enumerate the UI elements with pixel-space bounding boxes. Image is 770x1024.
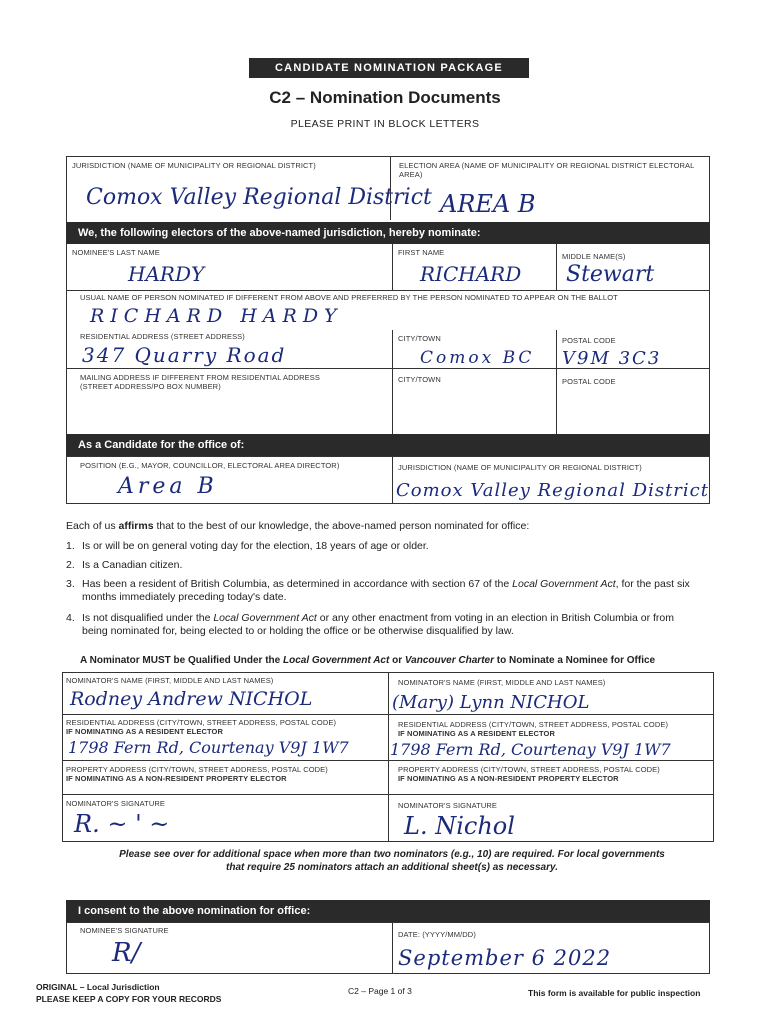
nominator-2-name-label: NOMINATOR'S NAME (FIRST, MIDDLE AND LAST NAMES) <box>398 678 606 687</box>
office-jurisdiction-label: JURISDICTION (NAME OF MUNICIPALITY OR REGIONAL DISTRICT) <box>398 463 642 472</box>
postal-code-label: POSTAL CODE <box>562 336 616 345</box>
nominee-signature-label: NOMINEE'S SIGNATURE <box>80 926 169 935</box>
city-value[interactable]: Comox BC <box>420 348 535 368</box>
first-name-value[interactable]: RICHARD <box>420 262 522 286</box>
nominator-1-residential-sub: IF NOMINATING AS A RESIDENT ELECTOR <box>66 727 223 736</box>
nominator-1-name[interactable]: Rodney Andrew NICHOL <box>70 688 313 710</box>
footer-public-inspection: This form is available for public inspection <box>528 988 701 998</box>
nominator-1-property-label: PROPERTY ADDRESS (CITY/TOWN, STREET ADDRESS, POSTAL CODE) <box>66 765 328 774</box>
last-name-label: NOMINEE'S LAST NAME <box>72 248 160 257</box>
last-name-value[interactable]: HARDY <box>128 262 205 286</box>
postal-code-value[interactable]: V9M 3C3 <box>562 348 662 369</box>
footer-page-number: C2 – Page 1 of 3 <box>348 986 412 996</box>
jurisdiction-label: JURISDICTION (NAME OF MUNICIPALITY OR REGIONAL DISTRICT) <box>72 161 316 170</box>
page-title: C2 – Nomination Documents <box>269 88 501 107</box>
mailing-city-label: CITY/TOWN <box>398 375 441 384</box>
nominator-1-signature[interactable]: R. ~ ' ~ <box>74 810 170 838</box>
header-banner: CANDIDATE NOMINATION PACKAGE <box>249 58 529 78</box>
affirm-item-1: 1. Is or will be on general voting day for the election, 18 years of age or older. <box>66 540 429 552</box>
residential-address-label: RESIDENTIAL ADDRESS (STREET ADDRESS) <box>80 332 245 341</box>
nominator-2-address[interactable]: 1798 Fern Rd, Courtenay V9J 1W7 <box>390 740 671 759</box>
nominator-2-property-label: PROPERTY ADDRESS (CITY/TOWN, STREET ADDRESS, POSTAL CODE) <box>398 765 660 774</box>
nominator-2-residential-sub: IF NOMINATING AS A RESIDENT ELECTOR <box>398 729 555 738</box>
election-area-value[interactable]: AREA B <box>440 190 536 218</box>
city-label: CITY/TOWN <box>398 334 441 343</box>
footer-original: ORIGINAL – Local Jurisdiction <box>36 982 160 992</box>
mailing-address-sub-label: (STREET ADDRESS/PO BOX NUMBER) <box>80 382 221 391</box>
nominee-signature[interactable]: R/ <box>112 938 141 968</box>
nominator-2-property-sub: IF NOMINATING AS A NON-RESIDENT PROPERTY ELECTOR <box>398 774 619 783</box>
residential-address-value[interactable]: 347 Quarry Road <box>82 343 287 367</box>
consent-bar: I consent to the above nomination for office: <box>66 900 710 922</box>
position-value[interactable]: Area B <box>118 474 218 499</box>
electors-bar: We, the following electors of the above-named jurisdiction, hereby nominate: <box>66 222 710 244</box>
date-value[interactable]: September 6 2022 <box>398 946 612 970</box>
first-name-label: FIRST NAME <box>398 248 445 257</box>
nominator-2-signature[interactable]: L. Nichol <box>404 812 515 840</box>
nominator-1-signature-label: NOMINATOR'S SIGNATURE <box>66 799 165 808</box>
jurisdiction-value[interactable]: Comox Valley Regional District <box>86 185 432 210</box>
affirm-item-4: 4. Is not disqualified under the Local Government Act or any other enactment from voting in an election in British Columbia or from being nominated for, being elected to or holding the office or be otherwise disqualified by law. <box>66 612 675 637</box>
footer-keep-copy: PLEASE KEEP A COPY FOR YOUR RECORDS <box>36 994 222 1004</box>
candidate-office-bar: As a Candidate for the office of: <box>66 434 710 456</box>
nominator-2-name[interactable]: (Mary) Lynn NICHOL <box>392 692 590 713</box>
election-area-label: ELECTION AREA (NAME OF MUNICIPALITY OR REGIONAL DISTRICT ELECTORAL AREA) <box>399 161 695 179</box>
nominator-2-signature-label: NOMINATOR'S SIGNATURE <box>398 801 497 810</box>
affirm-item-2: 2. Is a Canadian citizen. <box>66 559 183 571</box>
middle-name-value[interactable]: Stewart <box>566 262 655 287</box>
middle-name-label: MIDDLE NAME(S) <box>562 252 626 261</box>
usual-name-label: USUAL NAME OF PERSON NOMINATED IF DIFFERENT FROM ABOVE AND PREFERRED BY THE PERSON NOMINATED TO APPEAR ON THE BALLOT <box>80 293 618 302</box>
nominator-1-residential-label: RESIDENTIAL ADDRESS (CITY/TOWN, STREET ADDRESS, POSTAL CODE) <box>66 718 337 727</box>
position-label: POSITION (E.G., MAYOR, COUNCILLOR, ELECTORAL AREA DIRECTOR) <box>80 461 340 470</box>
nominator-qualification-heading: A Nominator MUST be Qualified Under the Local Government Act or Vancouver Charter to Nominate a Nominee for Office <box>80 655 656 666</box>
print-instructions: PLEASE PRINT IN BLOCK LETTERS <box>290 118 480 130</box>
nominator-1-address[interactable]: 1798 Fern Rd, Courtenay V9J 1W7 <box>68 738 349 757</box>
affirm-intro: Each of us affirms that to the best of our knowledge, the above-named person nominated for office: <box>66 520 530 532</box>
usual-name-value[interactable]: RICHARD HARDY <box>90 305 343 327</box>
mailing-address-label: MAILING ADDRESS IF DIFFERENT FROM RESIDENTIAL ADDRESS <box>80 373 320 382</box>
office-jurisdiction-value[interactable]: Comox Valley Regional District <box>396 480 709 501</box>
nominator-1-name-label: NOMINATOR'S NAME (FIRST, MIDDLE AND LAST NAMES) <box>66 676 274 685</box>
affirm-item-3: 3. Has been a resident of British Columbia, as determined in accordance with section 67 of the Local Government Act, for the past six months immediately preceding today's date. <box>66 578 690 603</box>
date-label: DATE: (YYYY/MM/DD) <box>398 930 476 939</box>
additional-nominators-note: Please see over for additional space when more than two nominators (e.g., 10) are required. For local governments that require 25 nominators attach an additional sheet(s) as necessary. <box>119 849 665 873</box>
mailing-postal-label: POSTAL CODE <box>562 377 616 386</box>
nominator-2-residential-label: RESIDENTIAL ADDRESS (CITY/TOWN, STREET ADDRESS, POSTAL CODE) <box>398 720 669 729</box>
nominator-1-property-sub: IF NOMINATING AS A NON-RESIDENT PROPERTY ELECTOR <box>66 774 287 783</box>
